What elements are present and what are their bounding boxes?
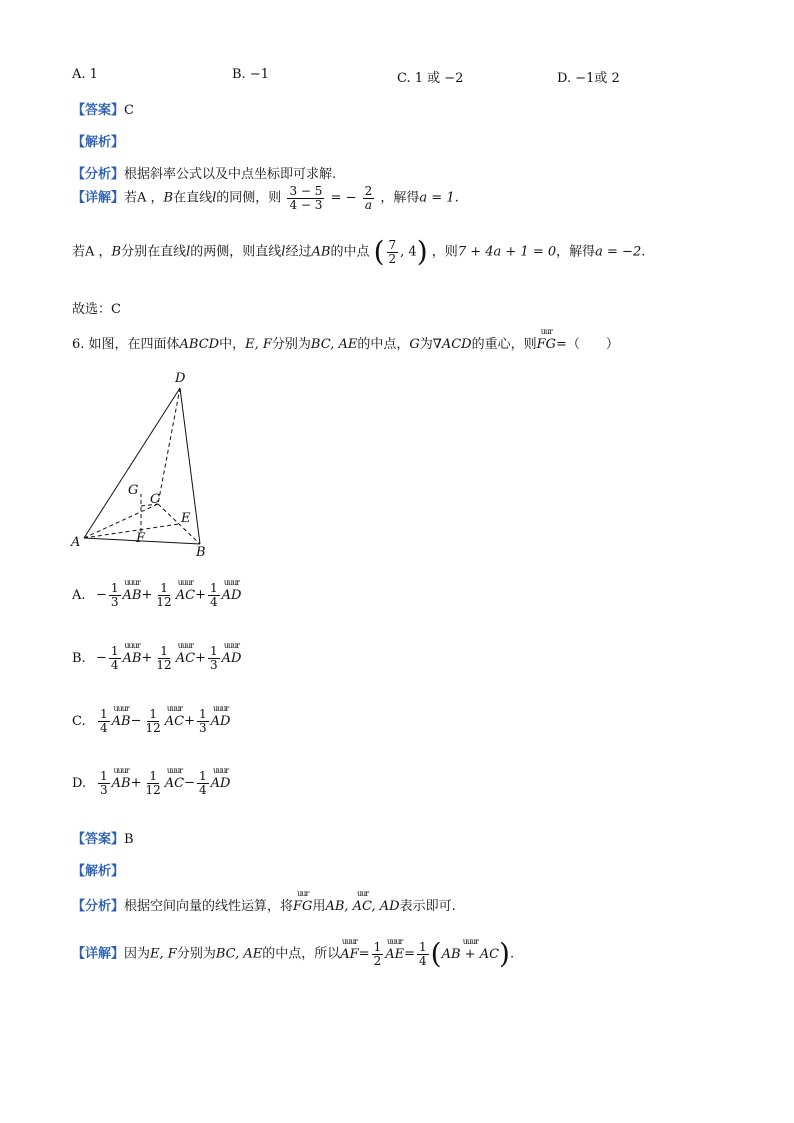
vector-sum <box>441 936 500 962</box>
vector-label: AB <box>122 587 142 603</box>
sign: + <box>130 775 142 791</box>
detail-text: ，则 <box>431 244 458 260</box>
vector-ad <box>210 703 231 729</box>
frac-num: 2 <box>364 184 373 198</box>
coef <box>109 582 121 608</box>
fraction-2-over-a <box>363 185 375 211</box>
q6-stem <box>72 327 619 352</box>
vector-ae <box>385 936 405 962</box>
equation: 7 + 4a + 1 = 0 <box>457 244 557 260</box>
answer-value: B <box>124 832 134 847</box>
frac-num: 1 <box>110 581 119 595</box>
q5-conclusion: 故选：C <box>72 302 121 317</box>
vector-label: FG <box>293 899 313 914</box>
frac-num: 1 <box>199 707 207 721</box>
q6-analysis-heading <box>72 860 124 879</box>
q6-option-d <box>72 765 231 797</box>
detail-text: 分别在直线 <box>121 244 187 260</box>
vector-ac <box>175 640 196 666</box>
label-f: F <box>136 531 146 546</box>
vector-ab <box>122 577 142 603</box>
frac-den: 12 <box>145 782 161 797</box>
frac-num: 1 <box>149 769 157 783</box>
frac-den: 2 <box>373 953 382 968</box>
detail-tag: 【详解】 <box>72 190 125 206</box>
fenxi-tag: 【分析】 <box>72 899 125 914</box>
period: . <box>509 946 515 962</box>
vector-label: AF <box>340 946 359 962</box>
analysis-tag: 【解析】 <box>72 135 125 150</box>
coef <box>98 770 110 796</box>
point-b: B <box>111 244 122 260</box>
detail-text: 的同侧，则 <box>216 190 282 206</box>
vectors-ab-ac-ad <box>325 889 400 914</box>
vector-label: AD <box>221 650 242 666</box>
option-label: C. <box>72 713 86 729</box>
coef <box>109 645 121 671</box>
sign: − <box>184 775 196 791</box>
frac-den: 4 <box>100 720 108 735</box>
q5-option-d: D. −1或 2 <box>557 71 620 86</box>
frac-num: 1 <box>149 707 157 721</box>
q5-fenxi <box>72 163 336 182</box>
answer-tag: 【答案】 <box>72 103 125 118</box>
frac-num: 1 <box>419 939 427 954</box>
point-g: G <box>409 337 420 352</box>
frac-den: 4 <box>419 953 427 968</box>
vector-label: AD <box>210 775 231 791</box>
sign: + <box>184 713 196 729</box>
result-a: a = −2 <box>595 244 642 260</box>
coef <box>144 708 163 734</box>
vector-label: AC <box>175 587 196 603</box>
q5-option-c: C. 1 或 −2 <box>397 71 464 86</box>
sign: − <box>130 713 142 729</box>
left-paren: ( <box>430 937 442 970</box>
frac-den: 4 − 3 <box>289 197 323 212</box>
frac-num: 1 <box>373 939 382 954</box>
label-a: A <box>71 535 81 550</box>
left-paren: ( <box>373 235 385 268</box>
vector-arrow-icon: uuur <box>177 577 193 587</box>
vector-arrow-icon: uuur <box>223 640 240 650</box>
right-paren: ) <box>416 235 428 268</box>
sign: + <box>195 587 206 603</box>
frac-den: 4 <box>209 594 218 609</box>
fenxi-text: 根据空间向量的线性运算，将 <box>124 899 294 914</box>
frac-den: 2 <box>388 251 397 266</box>
vector-arrow-icon: uuur <box>166 765 183 775</box>
vector-arrow-icon: uuur <box>113 765 129 775</box>
vector-ad <box>210 765 231 791</box>
frac-den: 3 <box>110 594 119 609</box>
coef-half <box>372 941 384 967</box>
vector-ac <box>175 577 196 603</box>
frac-num: 1 <box>100 769 108 783</box>
label-g: G <box>128 483 139 498</box>
point-b: B <box>163 190 174 206</box>
fenxi-tag: 【分析】 <box>72 167 125 182</box>
answer-value: C <box>124 103 134 118</box>
vector-arrow-icon: uuur <box>177 640 193 650</box>
label-b: B <box>196 545 206 560</box>
q6-option-a <box>72 577 242 609</box>
frac-num: 1 <box>100 707 108 721</box>
frac-num: 1 <box>209 581 218 595</box>
coef <box>208 582 220 608</box>
vector-arrow-icon: uur <box>540 327 552 336</box>
fraction-7-over-2 <box>387 239 399 265</box>
stem-text: 中， <box>219 337 246 352</box>
frac-num: 3 − 5 <box>289 184 323 198</box>
q6-detail <box>72 936 515 970</box>
frac-den: 12 <box>156 657 172 672</box>
stem-text: 的重心，则 <box>471 337 537 352</box>
detail-text: 的中点，所以 <box>262 946 341 962</box>
detail-text: 的中点 <box>330 244 370 260</box>
vector-label: AC <box>164 713 185 729</box>
coef <box>197 770 209 796</box>
coef <box>208 645 220 671</box>
edge-cb <box>158 504 200 544</box>
vector-label: AB <box>111 713 131 729</box>
line-l: l <box>186 244 191 260</box>
frac-den: 3 <box>100 782 108 797</box>
vector-label: AB <box>111 775 131 791</box>
vector-label: AD <box>210 713 231 729</box>
fenxi-text: 表示即可. <box>399 899 456 914</box>
q5-option-b: B. −1 <box>232 67 269 82</box>
vector-ad <box>221 577 242 603</box>
vector-label: AB + AC <box>441 946 500 962</box>
analysis-tag: 【解析】 <box>72 864 125 879</box>
tetrahedron-name: ABCD <box>179 337 220 352</box>
vector-ac <box>164 765 185 791</box>
vector-arrow-icon: uuur <box>166 703 183 713</box>
sign: + <box>195 650 206 666</box>
vector-arrow-icon: uuur <box>124 640 140 650</box>
coef-quarter <box>417 941 429 967</box>
vector-ab <box>122 640 142 666</box>
frac-den: 12 <box>156 594 172 609</box>
frac-num: 1 <box>110 644 119 658</box>
frac-den: 4 <box>110 657 119 672</box>
option-label: B. <box>72 650 86 666</box>
sign: + <box>141 587 153 603</box>
stem-text: 6. 如图，在四面体 <box>72 337 180 352</box>
equals-minus: = − <box>330 190 357 206</box>
q5-answer <box>72 99 134 118</box>
detail-text: ，解得 <box>556 244 596 260</box>
label-e: E <box>181 511 191 526</box>
vector-ac <box>164 703 185 729</box>
vector-af <box>340 936 359 962</box>
frac-num: 1 <box>199 769 207 783</box>
vector-arrow-icon: uuur <box>212 765 229 775</box>
q6-option-b <box>72 640 242 672</box>
coef <box>144 770 163 796</box>
right-paren: ) <box>499 937 510 970</box>
period: . <box>641 244 646 260</box>
sign: − <box>96 587 107 603</box>
vector-arrow-icon: uuur <box>124 577 140 587</box>
detail-text: 若A ， <box>124 190 164 206</box>
detail-text: 分别为 <box>176 946 216 962</box>
line-l: l <box>281 244 286 260</box>
fenxi-text: 根据斜率公式以及中点坐标即可求解. <box>124 167 337 182</box>
stem-text: =（ ） <box>556 337 619 352</box>
triangle-acd: ∇ACD <box>432 337 472 352</box>
frac-num: 1 <box>160 644 168 658</box>
segment-ab: AB <box>311 244 331 260</box>
q5-detail-line2 <box>72 235 646 268</box>
frac-num: 7 <box>388 237 397 252</box>
vector-label: AE <box>385 946 405 962</box>
q6-answer <box>72 828 134 847</box>
detail-tag: 【详解】 <box>72 946 125 962</box>
answer-tag: 【答案】 <box>72 832 125 847</box>
vector-arrow-icon: uuur <box>341 936 358 946</box>
vector-fg <box>536 327 557 352</box>
vector-arrow-icon: uuur <box>223 577 240 587</box>
equals: = <box>358 946 370 962</box>
option-label: A. <box>72 587 86 603</box>
vector-label: AD <box>221 587 242 603</box>
detail-text: 在直线 <box>173 190 213 206</box>
label-d: D <box>175 371 186 386</box>
q5-detail-line1 <box>72 185 459 211</box>
vector-arrow-icon: uuur <box>387 936 403 946</box>
stem-text: 的中点， <box>357 337 410 352</box>
label-c: C <box>150 492 160 507</box>
frac-den: 4 <box>199 782 207 797</box>
detail-text: 因为 <box>124 946 151 962</box>
detail-text: 的两侧，则直线 <box>190 244 282 260</box>
frac-den: a <box>364 197 372 212</box>
coef <box>197 708 209 734</box>
coef <box>98 708 110 734</box>
segments-bc-ae: BC, AE <box>215 946 263 962</box>
fenxi-text: 用 <box>312 899 326 914</box>
fraction-slope <box>287 185 324 211</box>
sign: + <box>141 650 153 666</box>
frac-den: 12 <box>145 720 161 735</box>
frac-num: 1 <box>209 644 218 658</box>
vector-arrow-icon: uuur <box>462 936 478 946</box>
vector-arrow-icon: uur <box>297 889 309 898</box>
points-ef: E, F <box>245 337 272 352</box>
q6-option-c <box>72 703 231 735</box>
equals: = <box>404 946 416 962</box>
points-ef: E, F <box>150 946 177 962</box>
period: . <box>454 190 459 206</box>
vector-arrow-icon: uur <box>356 889 369 898</box>
vector-label: AC <box>164 775 185 791</box>
coef <box>154 582 173 608</box>
option-label: D. <box>72 775 87 791</box>
frac-num: 1 <box>160 581 168 595</box>
tetrahedron-figure <box>66 366 226 562</box>
detail-text: 经过 <box>285 244 312 260</box>
vector-label: AB, AC, AD <box>325 899 400 914</box>
stem-text: 为 <box>419 337 433 352</box>
detail-text: ，解得 <box>380 190 420 206</box>
result-a: a = 1 <box>419 190 455 206</box>
detail-text: 若A ， <box>72 244 112 260</box>
vector-label: AC <box>175 650 196 666</box>
vector-ab <box>111 765 131 791</box>
vector-fg <box>293 889 313 914</box>
vector-label: AB <box>122 650 142 666</box>
edge-ad <box>84 388 180 538</box>
stem-text: 分别为 <box>271 337 311 352</box>
q5-option-a: A. 1 <box>72 67 98 82</box>
frac-den: 3 <box>209 657 218 672</box>
vector-arrow-icon: uuur <box>212 703 229 713</box>
vector-ad <box>221 640 242 666</box>
q5-analysis-heading <box>72 131 124 150</box>
segments-bc-ae: BC, AE <box>310 337 358 352</box>
frac-den: 3 <box>199 720 207 735</box>
sign: − <box>96 650 107 666</box>
midpoint-y: , 4 <box>400 244 417 260</box>
q6-fenxi <box>72 889 456 914</box>
vector-arrow-icon: uuur <box>113 703 129 713</box>
vector-label: FG <box>536 337 557 352</box>
line-l: l <box>212 190 217 206</box>
vector-ab <box>111 703 131 729</box>
coef <box>154 645 173 671</box>
